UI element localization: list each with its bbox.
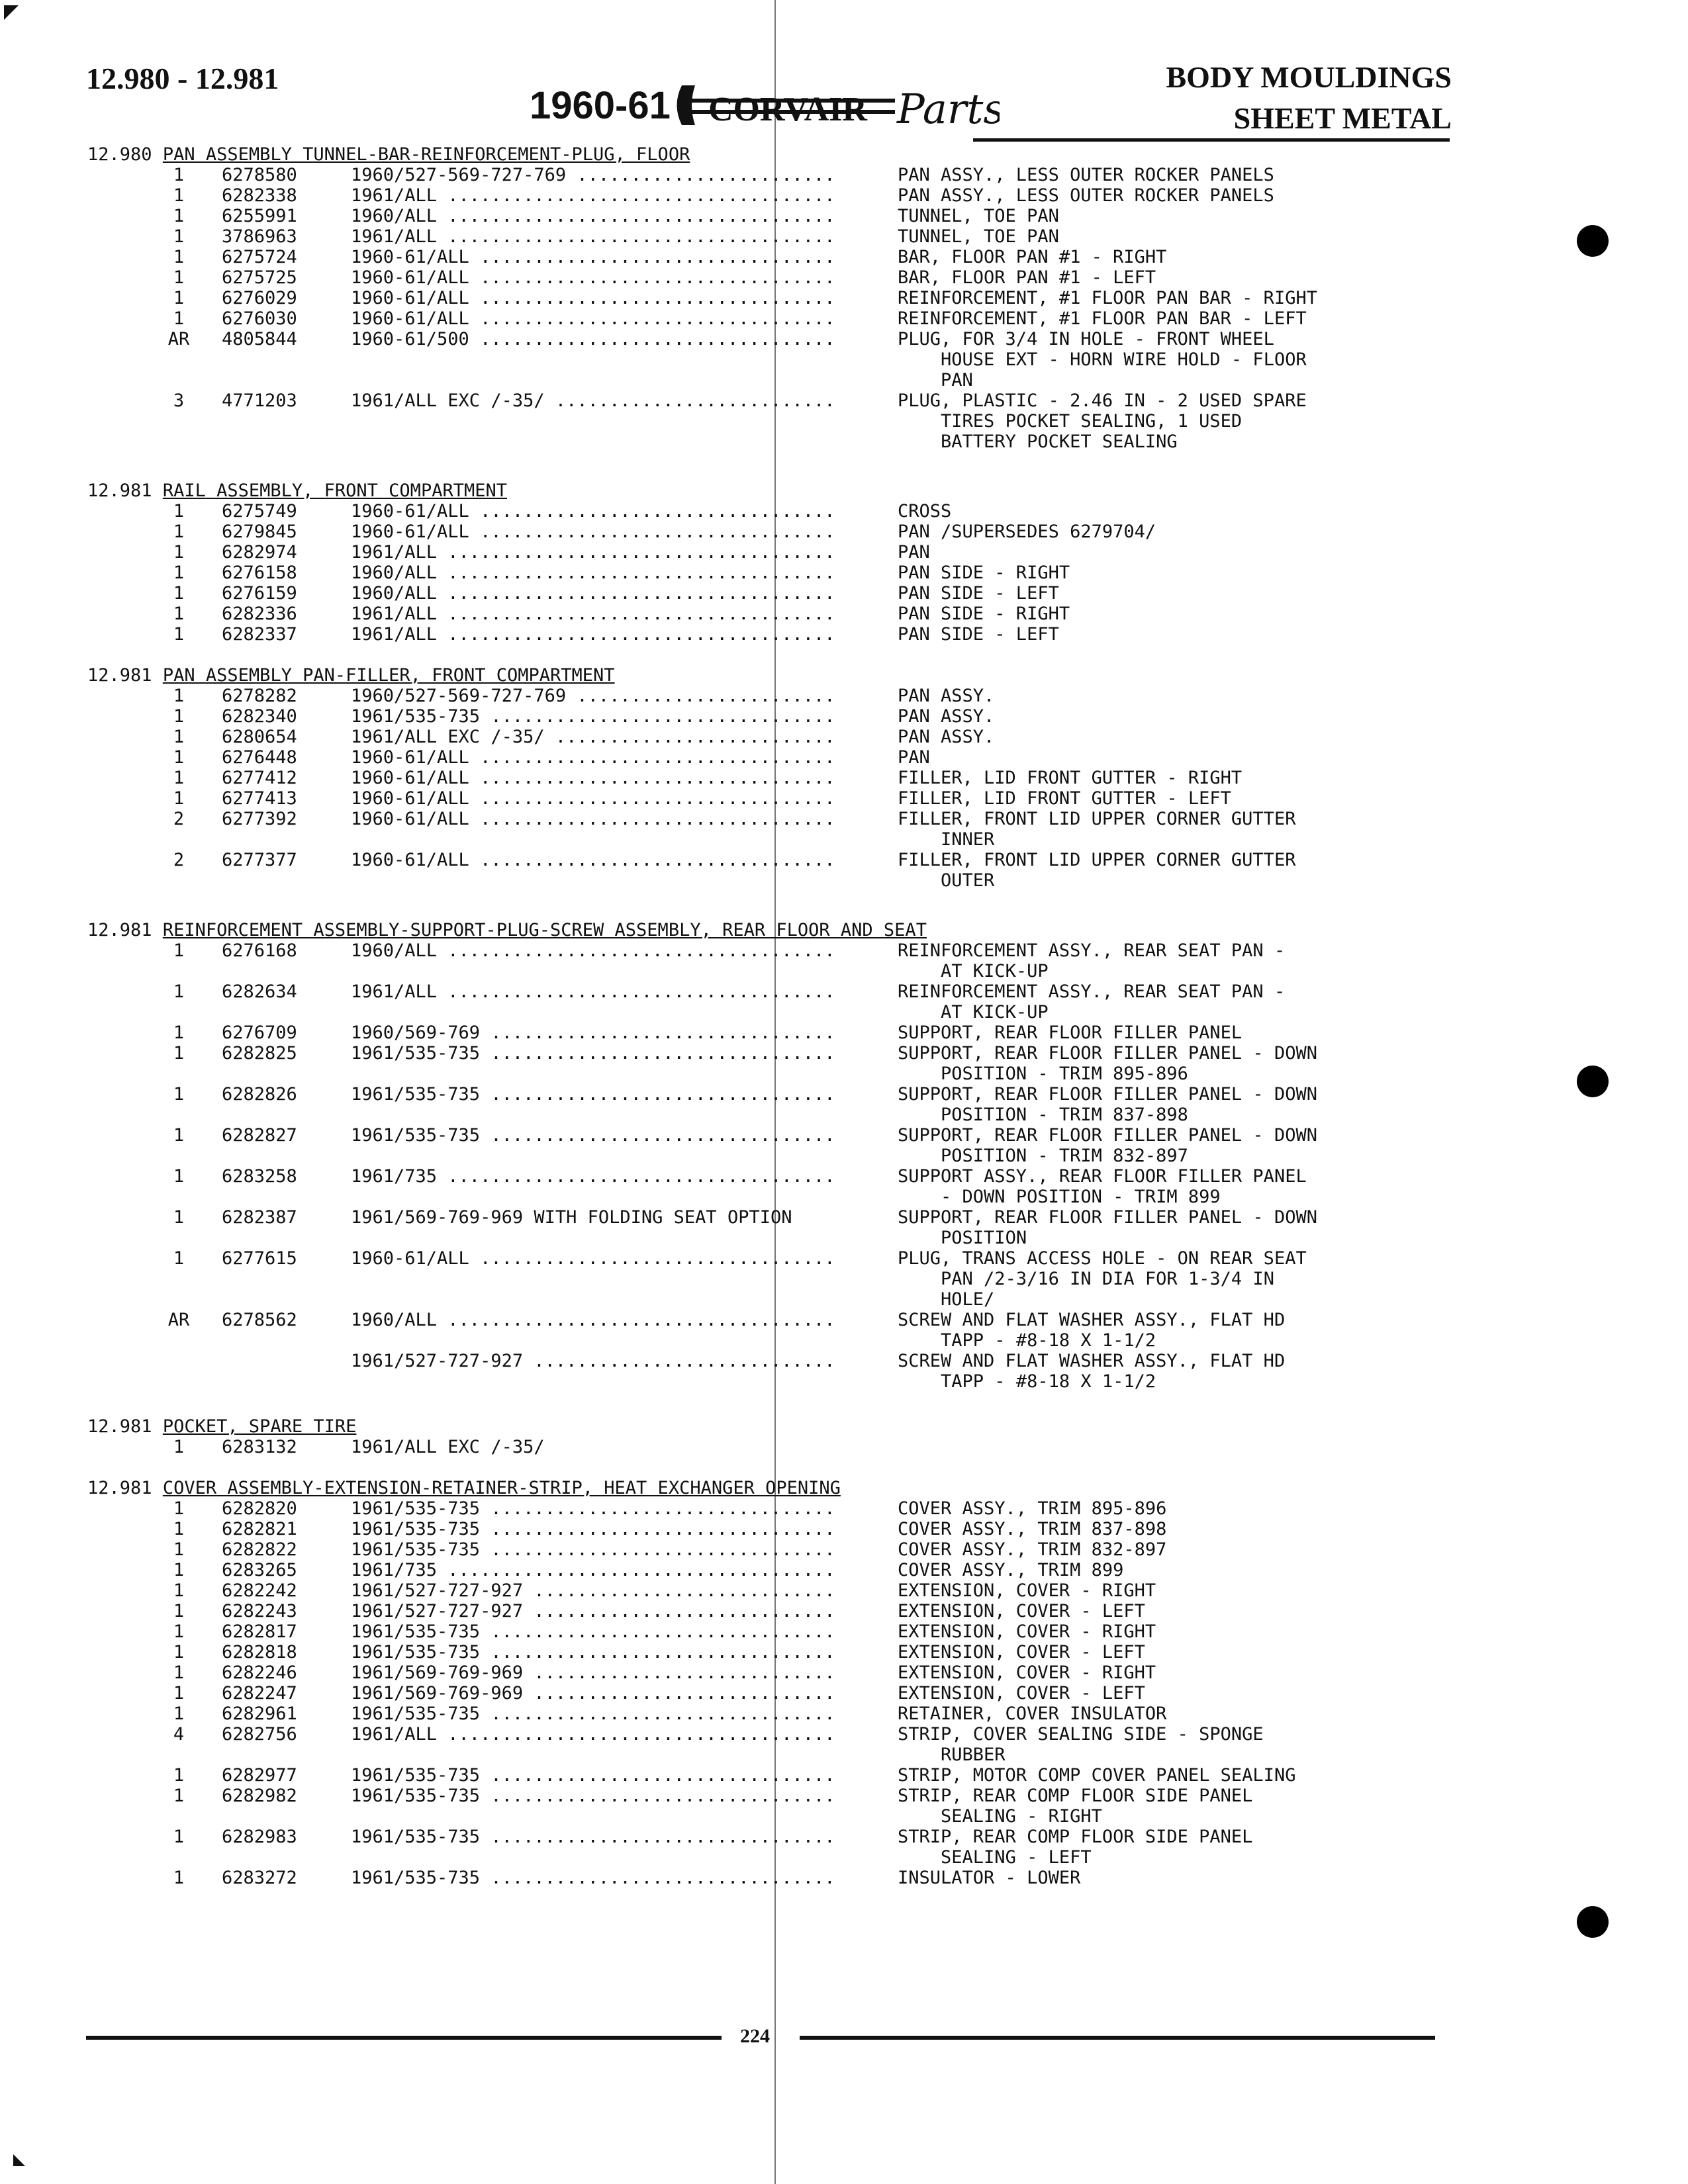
quantity: 1	[173, 1166, 185, 1187]
description: COVER ASSY., TRIM 899	[898, 1560, 1124, 1580]
description: SUPPORT, REAR FLOOR FILLER PANEL	[898, 1023, 1243, 1043]
part-row	[0, 267, 1688, 288]
quantity: 1	[173, 706, 185, 727]
part-row	[0, 1351, 1688, 1392]
description: REINFORCEMENT ASSY., REAR SEAT PAN - AT KICK-UP	[898, 981, 1286, 1023]
part-row	[0, 1043, 1688, 1084]
part-row	[0, 1601, 1688, 1621]
application: 1961/527-727-927 ............................	[351, 1601, 835, 1621]
application: 1961/535-735 ................................	[351, 1765, 835, 1786]
quantity: 1	[173, 1580, 185, 1601]
application: 1960-61/500 .................................	[351, 329, 835, 349]
section-group-number: 12.981	[87, 480, 152, 501]
description: EXTENSION, COVER - LEFT	[898, 1683, 1145, 1704]
application: 1961/535-735 ................................	[351, 1498, 835, 1519]
part-row	[0, 1642, 1688, 1662]
part-number: 6277377	[222, 850, 297, 870]
description: INSULATOR - LOWER	[898, 1868, 1081, 1888]
part-row	[0, 1166, 1688, 1207]
application: 1961/527-727-927 ............................	[351, 1580, 835, 1601]
part-number: 6278580	[222, 165, 297, 185]
section-group-number: 12.981	[87, 665, 152, 686]
footer-rule-right	[800, 2036, 1435, 2040]
description: STRIP, REAR COMP FLOOR SIDE PANEL SEALING - RIGHT	[898, 1786, 1253, 1827]
quantity: 1	[173, 747, 185, 768]
description: COVER ASSY., TRIM 895-896	[898, 1498, 1167, 1519]
part-row	[0, 981, 1688, 1023]
part-row	[0, 1084, 1688, 1125]
part-number: 6275724	[222, 247, 297, 267]
part-row	[0, 1868, 1688, 1888]
description: PAN SIDE - LEFT	[898, 583, 1059, 604]
logo-script-text: Parts	[897, 85, 1000, 133]
part-number: 6282818	[222, 1642, 297, 1662]
application: 1961/535-735 ................................	[351, 1519, 835, 1539]
application: 1961/535-735 ................................	[351, 1539, 835, 1560]
part-number: 6278282	[222, 686, 297, 706]
part-number: 6282977	[222, 1765, 297, 1786]
part-number: 6255991	[222, 206, 297, 226]
part-number: 6282336	[222, 604, 297, 624]
part-number: 6282247	[222, 1683, 297, 1704]
part-row	[0, 522, 1688, 542]
section-title: PAN ASSEMBLY TUNNEL-BAR-REINFORCEMENT-PLUG, FLOOR	[162, 144, 690, 165]
description: STRIP, COVER SEALING SIDE - SPONGE RUBBER	[898, 1724, 1264, 1765]
quantity: 1	[173, 206, 185, 226]
part-number: 6276168	[222, 940, 297, 961]
quantity: 1	[173, 1683, 185, 1704]
part-row	[0, 247, 1688, 267]
quantity: 4	[173, 1724, 185, 1745]
part-number: 6277413	[222, 788, 297, 809]
part-number: 6282983	[222, 1827, 297, 1847]
description: FILLER, FRONT LID UPPER CORNER GUTTER OUTER	[898, 850, 1296, 891]
description: FILLER, FRONT LID UPPER CORNER GUTTER INNER	[898, 809, 1296, 850]
section-heading	[87, 480, 507, 501]
section-title: REINFORCEMENT ASSEMBLY-SUPPORT-PLUG-SCREW ASSEMBLY, REAR FLOOR AND SEAT	[162, 920, 927, 940]
application: 1961/535-735 ................................	[351, 1868, 835, 1888]
description: REINFORCEMENT, #1 FLOOR PAN BAR - LEFT	[898, 308, 1307, 329]
part-row	[0, 1125, 1688, 1166]
part-row	[0, 727, 1688, 747]
part-number: 6277615	[222, 1248, 297, 1269]
part-row	[0, 1704, 1688, 1724]
quantity: 1	[173, 267, 185, 288]
part-row	[0, 850, 1688, 891]
section-heading	[87, 1416, 356, 1437]
quantity: 1	[173, 583, 185, 604]
header-category-1: BODY MOULDINGS	[1166, 60, 1452, 94]
application: 1961/735 ....................................	[351, 1560, 835, 1580]
quantity: 1	[173, 563, 185, 583]
part-row	[0, 288, 1688, 308]
quantity: 1	[173, 1519, 185, 1539]
application: 1961/535-735 ................................	[351, 706, 835, 727]
part-row	[0, 788, 1688, 809]
description: PAN ASSY., LESS OUTER ROCKER PANELS	[898, 185, 1274, 206]
part-row	[0, 1621, 1688, 1642]
application: 1961/569-769-969 ............................	[351, 1662, 835, 1683]
quantity: AR	[167, 1310, 190, 1330]
application: 1960-61/ALL .................................	[351, 850, 835, 870]
application: 1961/ALL EXC /-35/ ..........................	[351, 390, 835, 411]
quantity: 1	[173, 1642, 185, 1662]
part-row	[0, 624, 1688, 645]
quantity: 1	[173, 542, 185, 563]
description: PAN	[898, 542, 930, 563]
part-number: 6283258	[222, 1166, 297, 1187]
section-group-number: 12.981	[87, 1478, 152, 1498]
part-row	[0, 1248, 1688, 1310]
quantity: 1	[173, 624, 185, 645]
part-row	[0, 1724, 1688, 1765]
part-number: 6282387	[222, 1207, 297, 1228]
part-number: 6282340	[222, 706, 297, 727]
part-row	[0, 206, 1688, 226]
description: CROSS	[898, 501, 952, 522]
part-number: 6283132	[222, 1437, 297, 1457]
application: 1960-61/ALL .................................	[351, 501, 835, 522]
section-title: RAIL ASSEMBLY, FRONT COMPARTMENT	[162, 480, 507, 501]
part-number: 6282974	[222, 542, 297, 563]
part-row	[0, 1539, 1688, 1560]
description: COVER ASSY., TRIM 837-898	[898, 1519, 1167, 1539]
quantity: 3	[173, 390, 185, 411]
part-number: 6282337	[222, 624, 297, 645]
quantity: 1	[173, 226, 185, 247]
description: EXTENSION, COVER - RIGHT	[898, 1621, 1156, 1642]
binder-hole-middle	[1577, 1066, 1609, 1097]
part-row	[0, 809, 1688, 850]
quantity: 1	[173, 1765, 185, 1786]
quantity: 1	[173, 981, 185, 1002]
part-number: 6282634	[222, 981, 297, 1002]
logo-brand-text: CORVAIR	[708, 91, 867, 128]
corner-mark-top	[4, 5, 20, 24]
part-row	[0, 390, 1688, 452]
application: 1961/535-735 ................................	[351, 1043, 835, 1064]
application: 1961/ALL ....................................	[351, 981, 835, 1002]
part-row	[0, 1498, 1688, 1519]
description: STRIP, MOTOR COMP COVER PANEL SEALING	[898, 1765, 1296, 1786]
application: 1960/ALL ....................................	[351, 940, 835, 961]
part-number: 4771203	[222, 390, 297, 411]
part-number: 6282243	[222, 1601, 297, 1621]
description: SUPPORT, REAR FLOOR FILLER PANEL - DOWN POSITION - TRIM 895-896	[898, 1043, 1317, 1084]
part-row	[0, 1683, 1688, 1704]
part-number: 6277392	[222, 809, 297, 829]
part-number: 6282820	[222, 1498, 297, 1519]
section-title: COVER ASSEMBLY-EXTENSION-RETAINER-STRIP, HEAT EXCHANGER OPENING	[162, 1478, 841, 1498]
part-number: 6280654	[222, 727, 297, 747]
application: 1960/ALL ....................................	[351, 1310, 835, 1330]
description: TUNNEL, TOE PAN	[898, 206, 1059, 226]
quantity: AR	[167, 329, 190, 349]
part-row	[0, 1207, 1688, 1248]
part-row	[0, 1560, 1688, 1580]
description: PAN /SUPERSEDES 6279704/	[898, 522, 1156, 542]
part-row	[0, 1827, 1688, 1868]
application: 1961/535-735 ................................	[351, 1786, 835, 1806]
part-row	[0, 185, 1688, 206]
section-heading	[87, 144, 690, 165]
quantity: 1	[173, 522, 185, 542]
application: 1960-61/ALL .................................	[351, 267, 835, 288]
quantity: 1	[173, 1621, 185, 1642]
application: 1961/535-735 ................................	[351, 1704, 835, 1724]
quantity: 1	[173, 1868, 185, 1888]
quantity: 1	[173, 1601, 185, 1621]
part-row	[0, 165, 1688, 185]
part-row	[0, 686, 1688, 706]
quantity: 1	[173, 308, 185, 329]
header-category-2: SHEET METAL	[1233, 101, 1452, 135]
description: STRIP, REAR COMP FLOOR SIDE PANEL SEALING - LEFT	[898, 1827, 1253, 1868]
quantity: 1	[173, 288, 185, 308]
description: PAN SIDE - RIGHT	[898, 563, 1070, 583]
quantity: 2	[173, 809, 185, 829]
application: 1961/569-769-969 ............................	[351, 1683, 835, 1704]
application: 1960/527-569-727-769 ........................	[351, 686, 835, 706]
part-number: 6275749	[222, 501, 297, 522]
part-number: 6282825	[222, 1043, 297, 1064]
application: 1960/ALL ....................................	[351, 206, 835, 226]
description: PLUG, TRANS ACCESS HOLE - ON REAR SEAT PAN /2-3/16 IN DIA FOR 1-3/4 IN HOLE/	[898, 1248, 1307, 1310]
quantity: 1	[173, 1084, 185, 1105]
description: EXTENSION, COVER - RIGHT	[898, 1580, 1156, 1601]
application: 1961/527-727-927 ............................	[351, 1351, 835, 1371]
application: 1961/ALL ....................................	[351, 604, 835, 624]
quantity: 1	[173, 165, 185, 185]
part-row	[0, 768, 1688, 788]
application: 1961/ALL ....................................	[351, 185, 835, 206]
quantity: 1	[173, 501, 185, 522]
part-row	[0, 1662, 1688, 1683]
application: 1961/ALL ....................................	[351, 226, 835, 247]
application: 1961/ALL ....................................	[351, 624, 835, 645]
quantity: 1	[173, 185, 185, 206]
part-row	[0, 501, 1688, 522]
application: 1961/535-735 ................................	[351, 1827, 835, 1847]
quantity: 1	[173, 1539, 185, 1560]
page-number: 224	[740, 2025, 770, 2047]
quantity: 1	[173, 727, 185, 747]
part-number: 6282821	[222, 1519, 297, 1539]
application: 1961/ALL ....................................	[351, 542, 835, 563]
application: 1961/ALL EXC /-35/	[351, 1437, 545, 1457]
part-number: 6276159	[222, 583, 297, 604]
description: PAN SIDE - RIGHT	[898, 604, 1070, 624]
part-number: 3786963	[222, 226, 297, 247]
description: SUPPORT ASSY., REAR FLOOR FILLER PANEL - DOWN POSITION - TRIM 899	[898, 1166, 1307, 1207]
part-row	[0, 940, 1688, 981]
description: EXTENSION, COVER - LEFT	[898, 1601, 1145, 1621]
part-row	[0, 1310, 1688, 1351]
application: 1960-61/ALL .................................	[351, 288, 835, 308]
description: BAR, FLOOR PAN #1 - LEFT	[898, 267, 1156, 288]
description: PAN ASSY.	[898, 727, 995, 747]
description: SUPPORT, REAR FLOOR FILLER PANEL - DOWN POSITION - TRIM 832-897	[898, 1125, 1317, 1166]
part-number: 6282338	[222, 185, 297, 206]
quantity: 1	[173, 1125, 185, 1146]
binder-hole-top	[1577, 225, 1609, 257]
part-number: 6282242	[222, 1580, 297, 1601]
part-number: 6276448	[222, 747, 297, 768]
part-row	[0, 1786, 1688, 1827]
quantity: 1	[173, 604, 185, 624]
part-row	[0, 604, 1688, 624]
application: 1961/535-735 ................................	[351, 1642, 835, 1662]
description: PAN ASSY.	[898, 686, 995, 706]
part-row	[0, 1580, 1688, 1601]
quantity: 1	[173, 1498, 185, 1519]
section-title: PAN ASSEMBLY PAN-FILLER, FRONT COMPARTMENT	[162, 665, 615, 686]
description: FILLER, LID FRONT GUTTER - RIGHT	[898, 768, 1243, 788]
quantity: 1	[173, 788, 185, 809]
quantity: 1	[173, 247, 185, 267]
part-row	[0, 747, 1688, 768]
part-number: 6276158	[222, 563, 297, 583]
part-number: 6282817	[222, 1621, 297, 1642]
quantity: 1	[173, 1248, 185, 1269]
part-row	[0, 329, 1688, 390]
quantity: 1	[173, 1437, 185, 1457]
quantity: 1	[173, 1207, 185, 1228]
description: REINFORCEMENT ASSY., REAR SEAT PAN - AT KICK-UP	[898, 940, 1286, 981]
application: 1960/ALL ....................................	[351, 563, 835, 583]
corner-mark-bottom	[13, 2154, 26, 2171]
description: BAR, FLOOR PAN #1 - RIGHT	[898, 247, 1167, 267]
section-heading	[87, 920, 927, 940]
application: 1960-61/ALL .................................	[351, 788, 835, 809]
section-group-number: 12.980	[87, 144, 152, 165]
quantity: 1	[173, 1023, 185, 1043]
application: 1960/ALL ....................................	[351, 583, 835, 604]
description: RETAINER, COVER INSULATOR	[898, 1704, 1167, 1724]
section-heading	[87, 665, 615, 686]
part-number: 6275725	[222, 267, 297, 288]
part-row	[0, 226, 1688, 247]
page-range: 12.980 - 12.981	[86, 62, 279, 95]
application: 1961/535-735 ................................	[351, 1084, 835, 1105]
quantity: 2	[173, 850, 185, 870]
application: 1960-61/ALL .................................	[351, 247, 835, 267]
part-row	[0, 1519, 1688, 1539]
part-number: 6279845	[222, 522, 297, 542]
part-number: 6283272	[222, 1868, 297, 1888]
binder-hole-bottom	[1577, 1906, 1609, 1938]
part-number: 6282246	[222, 1662, 297, 1683]
quantity: 1	[173, 1704, 185, 1724]
application: 1960-61/ALL .................................	[351, 747, 835, 768]
part-row	[0, 308, 1688, 329]
part-row	[0, 706, 1688, 727]
quantity: 1	[173, 768, 185, 788]
part-number: 6282826	[222, 1084, 297, 1105]
section-title: POCKET, SPARE TIRE	[162, 1416, 357, 1437]
description: TUNNEL, TOE PAN	[898, 226, 1059, 247]
description: EXTENSION, COVER - LEFT	[898, 1642, 1145, 1662]
description: EXTENSION, COVER - RIGHT	[898, 1662, 1156, 1683]
header-year: 1960-61	[530, 84, 671, 127]
application: 1961/ALL EXC /-35/ ..........................	[351, 727, 835, 747]
description: PLUG, FOR 3/4 IN HOLE - FRONT WHEEL HOUSE EXT - HORN WIRE HOLD - FLOOR PAN	[898, 329, 1307, 390]
application: 1961/735 ....................................	[351, 1166, 835, 1187]
description: PAN	[898, 747, 930, 768]
description: SUPPORT, REAR FLOOR FILLER PANEL - DOWN POSITION	[898, 1207, 1317, 1248]
application: 1961/535-735 ................................	[351, 1621, 835, 1642]
quantity: 1	[173, 1662, 185, 1683]
part-number: 6276029	[222, 288, 297, 308]
description: SUPPORT, REAR FLOOR FILLER PANEL - DOWN POSITION - TRIM 837-898	[898, 1084, 1317, 1125]
application: 1960/569-769 ................................	[351, 1023, 835, 1043]
part-row	[0, 542, 1688, 563]
part-row	[0, 1023, 1688, 1043]
application: 1960-61/ALL .................................	[351, 809, 835, 829]
part-number: 6276709	[222, 1023, 297, 1043]
part-row	[0, 563, 1688, 583]
part-number: 6276030	[222, 308, 297, 329]
part-number: 6282961	[222, 1704, 297, 1724]
description: PAN ASSY., LESS OUTER ROCKER PANELS	[898, 165, 1274, 185]
part-number: 6282756	[222, 1724, 297, 1745]
part-number: 6277412	[222, 768, 297, 788]
quantity: 1	[173, 1827, 185, 1847]
section-group-number: 12.981	[87, 1416, 152, 1437]
quantity: 1	[173, 940, 185, 961]
description: SCREW AND FLAT WASHER ASSY., FLAT HD TAPP - #8-18 X 1-1/2	[898, 1310, 1286, 1351]
section-group-number: 12.981	[87, 920, 152, 940]
description: FILLER, LID FRONT GUTTER - LEFT	[898, 788, 1231, 809]
application: 1960-61/ALL .................................	[351, 768, 835, 788]
application: 1960-61/ALL .................................	[351, 522, 835, 542]
part-number: 4805844	[222, 329, 297, 349]
application: 1960/527-569-727-769 ........................	[351, 165, 835, 185]
quantity: 1	[173, 686, 185, 706]
part-row	[0, 1765, 1688, 1786]
application: 1961/535-735 ................................	[351, 1125, 835, 1146]
description: REINFORCEMENT, #1 FLOOR PAN BAR - RIGHT	[898, 288, 1317, 308]
part-number: 6278562	[222, 1310, 297, 1330]
application: 1960-61/ALL .................................	[351, 308, 835, 329]
part-number: 6282982	[222, 1786, 297, 1806]
footer-rule-left	[86, 2036, 722, 2040]
description: PLUG, PLASTIC - 2.46 IN - 2 USED SPARE TIRES POCKET SEALING, 1 USED BATTERY POCKET SEALING	[898, 390, 1307, 452]
quantity: 1	[173, 1560, 185, 1580]
description: PAN ASSY.	[898, 706, 995, 727]
part-number: 6282827	[222, 1125, 297, 1146]
part-row	[0, 583, 1688, 604]
quantity: 1	[173, 1786, 185, 1806]
description: COVER ASSY., TRIM 832-897	[898, 1539, 1167, 1560]
part-row	[0, 1437, 1688, 1457]
application: 1960-61/ALL .................................	[351, 1248, 835, 1269]
quantity: 1	[173, 1043, 185, 1064]
application: 1961/ALL ....................................	[351, 1724, 835, 1745]
part-number: 6282822	[222, 1539, 297, 1560]
description: SCREW AND FLAT WASHER ASSY., FLAT HD TAPP - #8-18 X 1-1/2	[898, 1351, 1286, 1392]
description: PAN SIDE - LEFT	[898, 624, 1059, 645]
application: 1961/569-769-969 WITH FOLDING SEAT OPTION	[351, 1207, 792, 1228]
section-heading	[87, 1478, 841, 1498]
part-number: 6283265	[222, 1560, 297, 1580]
